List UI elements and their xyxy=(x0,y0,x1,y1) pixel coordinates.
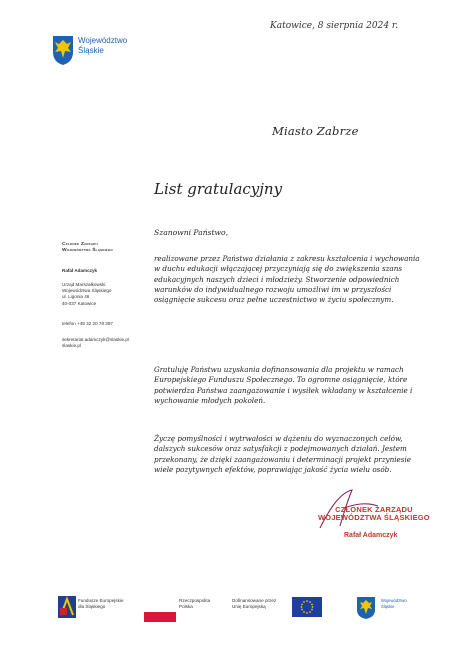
sender-contact xyxy=(62,337,129,349)
recipient: Miasto Zabrze xyxy=(272,124,359,138)
rp-line1: Rzeczpospolita xyxy=(179,598,211,603)
sender-website[interactable]: slaskie.pl xyxy=(62,343,81,349)
address-line4: 40-037 Katowice xyxy=(62,300,97,306)
sender-address xyxy=(62,282,111,307)
paragraph-3: Życzę pomyślności i wytrwałości w dążeniu do wyznaczonych celów, dalszych sukcesów oraz satysfakcji z podejmowanych działań. Jestem przekonany, że dzięki zaangażowaniu i determinacji projekt przyniesie wiele pozytywnych efektów, poprawiając jakość życia wielu osób. xyxy=(154,434,412,474)
sender-email[interactable]: sekretariat.adamczyk@slaskie.pl xyxy=(62,337,129,342)
logo-text-line2: Śląskie xyxy=(78,46,104,55)
fundusze-europejskie-logo xyxy=(58,596,76,618)
letter-title: List gratulacyjny xyxy=(154,180,283,198)
salutation: Szanowni Państwo, xyxy=(154,228,229,237)
paragraph-1: realizowane przez Państwa działania z zakresu kształcenia i wychowania w duchu edukacji włączającej przyczyniają się do zwiększenia szans edukacyjnych naszych dzieci i młodzieży. Stworzenie odpowiednich warunków do indywidualnego rozwoju umożliwi im w przyszłości osiągnięcie sukcesu oraz pełne uczestnictwo w życiu społecznym. xyxy=(154,254,420,305)
fe-line2: dla Śląskiego xyxy=(78,604,106,609)
address-line3: ul. Ligonia 46 xyxy=(62,294,90,300)
sender-role-line2: Województwa Śląskiego xyxy=(62,248,113,254)
sender-phone: telefon +48 32 20 78 387 xyxy=(62,321,113,326)
wojewodztwo-footer-text xyxy=(381,598,407,609)
eu-line2: Unię Europejską xyxy=(232,604,266,609)
eu-flag-icon xyxy=(292,597,322,617)
fundusze-europejskie-text xyxy=(78,598,123,610)
sender-name: Rafał Adamczyk xyxy=(62,268,98,273)
fe-line1: Fundusze Europejskie xyxy=(78,598,124,603)
polish-flag-icon xyxy=(144,602,176,622)
letter-date: Katowice, 8 sierpnia 2024 r. xyxy=(270,21,399,31)
stamp-line1: CZŁONEK ZARZĄDU xyxy=(335,505,413,514)
eu-line1: Dofinansowane przez xyxy=(232,598,277,603)
stamp-name: Rafał Adamczyk xyxy=(344,532,398,539)
address-line1: Urząd Marszałkowski xyxy=(62,282,106,287)
logo-text-line1: Województwo xyxy=(78,36,128,45)
ws-line2: Śląskie xyxy=(381,603,395,609)
sender-role-line1: Członek Zarządu xyxy=(62,242,98,247)
sender-role xyxy=(62,242,113,254)
rp-line2: Polska xyxy=(179,604,193,609)
eu-funding-text xyxy=(232,598,276,610)
address-line2: Województwa Śląskiego xyxy=(62,288,112,294)
ws-line1: Województwo xyxy=(381,598,407,603)
rzeczpospolita-text xyxy=(179,598,210,610)
wojewodztwo-footer-logo xyxy=(356,596,376,620)
paragraph-2: Gratuluję Państwu uzyskania dofinansowania dla projektu w ramach Europejskiego Funduszu Społecznego. To ogromne osiągnięcie, które potwierdza Państwa zaangażowanie i wysiłek wkładany w kształcenie i wychowanie młodych pokoleń. xyxy=(154,365,413,405)
stamp-line2: WOJEWÓDZTWA ŚLĄSKIEGO xyxy=(318,513,430,522)
logo-text xyxy=(78,36,127,56)
official-stamp xyxy=(318,506,430,522)
